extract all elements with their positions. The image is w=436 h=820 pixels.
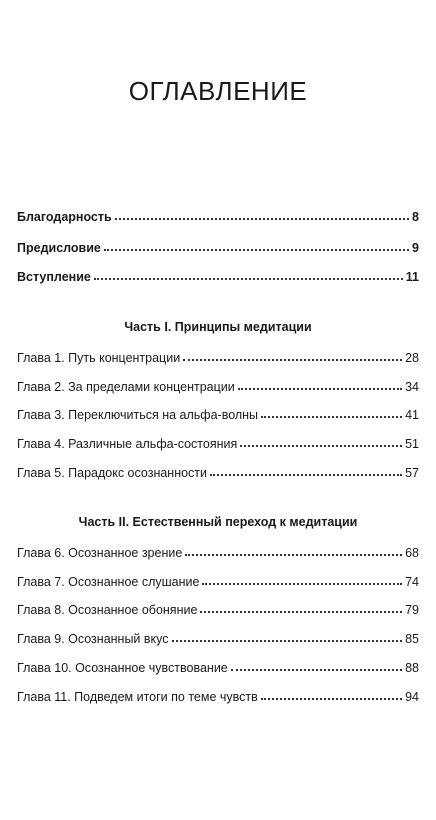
toc-entry-label: Глава 2. За пределами концентрации: [17, 380, 235, 394]
toc-page-number: 28: [405, 351, 419, 365]
toc-entry-label: Глава 8. Осознанное обоняние: [17, 603, 198, 617]
dot-leader: [115, 210, 409, 220]
dot-leader: [94, 270, 403, 280]
page-title: ОГЛАВЛЕНИЕ: [128, 76, 308, 106]
dot-leader: [231, 661, 402, 671]
toc-page-number: 68: [405, 546, 419, 560]
toc-entry-chapter[interactable]: [17, 574, 419, 590]
toc-page-number: 8: [412, 210, 419, 224]
toc-entry-chapter[interactable]: [17, 545, 419, 561]
toc-entry-chapter[interactable]: [17, 407, 419, 423]
toc-entry-label: Глава 7. Осознанное слушание: [17, 575, 200, 589]
toc-entry-label: Глава 6. Осознанное зрение: [17, 546, 183, 560]
dot-leader: [172, 632, 403, 642]
toc-entry-chapter[interactable]: [17, 631, 419, 647]
toc-entry-chapter[interactable]: [17, 465, 419, 481]
toc-page-number: 74: [405, 575, 419, 589]
toc-entry-chapter[interactable]: [17, 602, 419, 618]
toc-entry-chapter[interactable]: [17, 350, 419, 366]
dot-leader: [210, 466, 402, 476]
dot-leader: [240, 437, 402, 447]
toc-entry-label: Благодарность: [17, 210, 112, 224]
toc-page-number: 88: [405, 661, 419, 675]
toc-page-number: 51: [405, 437, 419, 451]
toc-entry-label: Глава 4. Различные альфа-состояния: [17, 437, 238, 451]
dot-leader: [185, 546, 402, 556]
toc-entry-chapter[interactable]: [17, 660, 419, 676]
toc-page-number: 57: [405, 466, 419, 480]
toc-entry-label: Предисловие: [17, 241, 101, 255]
toc-entry-preface[interactable]: [17, 240, 419, 256]
toc-entry-chapter[interactable]: [17, 689, 419, 705]
dot-leader: [200, 603, 402, 613]
toc-entry-label: Глава 3. Переключиться на альфа-волны: [17, 408, 259, 422]
dot-leader: [183, 351, 402, 361]
dot-leader: [104, 241, 409, 251]
dot-leader: [261, 408, 402, 418]
toc-entry-acknowledgements[interactable]: [17, 209, 419, 225]
dot-leader: [261, 690, 402, 700]
dot-leader: [202, 575, 402, 585]
part-heading: Часть I. Принципы медитации: [124, 320, 312, 334]
toc-page-number: 94: [405, 690, 419, 704]
toc-entry-label: Глава 10. Осознанное чувствование: [17, 661, 228, 675]
toc-entry-label: Глава 11. Подведем итоги по теме чувств: [17, 690, 258, 704]
toc-entry-chapter[interactable]: [17, 379, 419, 395]
toc-entry-introduction[interactable]: [17, 269, 419, 285]
toc-entry-label: Глава 9. Осознанный вкус: [17, 632, 169, 646]
toc-page-number: 41: [405, 408, 419, 422]
toc-entry-label: Вступление: [17, 270, 91, 284]
toc-entry-chapter[interactable]: [17, 436, 419, 452]
toc-page-number: 79: [405, 603, 419, 617]
toc-entry-label: Глава 1. Путь концентрации: [17, 351, 181, 365]
toc-page-number: 85: [405, 632, 419, 646]
toc-page-number: 11: [405, 270, 419, 284]
toc-page-number: 34: [405, 380, 419, 394]
dot-leader: [238, 380, 402, 390]
toc-entry-label: Глава 5. Парадокс осознанности: [17, 466, 208, 480]
toc-page-number: 9: [412, 241, 419, 255]
part-heading: Часть II. Естественный переход к медитации: [78, 515, 358, 529]
